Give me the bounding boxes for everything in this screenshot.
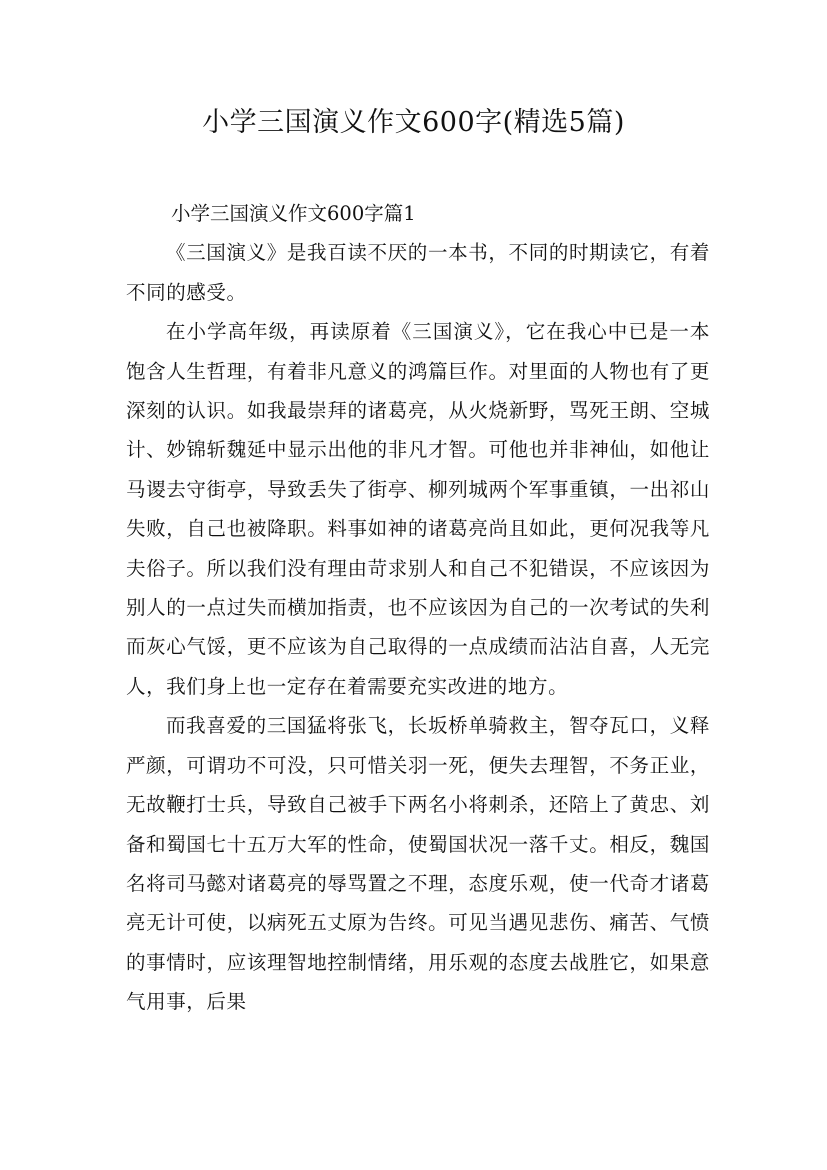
document-title: 小学三国演义作文600字(精选5篇): [202, 107, 625, 138]
section-heading: 小学三国演义作文600字篇1: [171, 202, 416, 225]
paragraph-1: 《三国演义》是我百读不厌的一本书，不同的时期读它，有着不同的感受。: [126, 241, 710, 304]
document-body: [126, 194, 710, 1022]
paragraph-2: 在小学高年级，再读原着《三国演义》，它在我心中已是一本饱含人生哲理，有着非凡意义的鸿篇巨作。对里面的人物也有了更深刻的认识。如我最崇拜的诸葛亮，从火烧新野，骂死王朗、空城计、妙锦斩魏延中显示出他的非凡才智。可他也并非神仙，如他让马谡去守街亭，导致丢失了街亭、柳列城两个军事重镇，一出祁山失败，自己也被降职。料事如神的诸葛亮尚且如此，更何况我等凡夫俗子。所以我们没有理由苛求别人和自己不犯错误，不应该因为别人的一点过失而横加指责，也不应该因为自己的一次考试的失利而灰心气馁，更不应该为自己取得的一点成绩而沾沾自喜，人无完人，我们身上也一定存在着需要充实改进的地方。: [126, 320, 710, 698]
paragraph-3: 而我喜爱的三国猛将张飞，长坂桥单骑救主，智夺瓦口，义释严颜，可谓功不可没，只可惜关羽一死，便失去理智，不务正业，无故鞭打士兵，导致自己被手下两名小将刺杀，还陪上了黄忠、刘备和蜀国七十五万大军的性命，使蜀国状况一落千丈。相反，魏国名将司马懿对诸葛亮的辱骂置之不理，态度乐观，使一代奇才诸葛亮无计可使，以病死五丈原为告终。可见当遇见悲伤、痛苦、气愤的事情时，应该理智地控制情绪，用乐观的态度去战胜它，如果意气用事，后果: [126, 714, 710, 1014]
